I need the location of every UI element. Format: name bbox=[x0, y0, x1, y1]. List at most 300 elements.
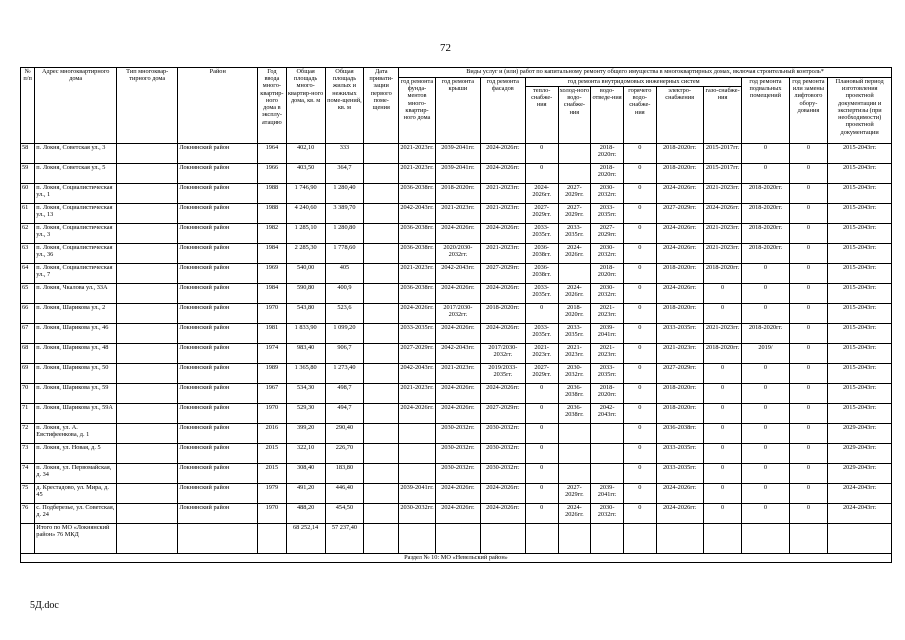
table-cell: Локнянский район bbox=[178, 424, 258, 444]
table-cell: 59 bbox=[21, 164, 35, 184]
table-cell: 2024-2026гг. bbox=[435, 384, 480, 404]
table-cell: 2027-2029гг. bbox=[656, 364, 703, 384]
table-cell: 2018-2020гг. bbox=[480, 304, 525, 324]
table-cell: 2018-2020гг. bbox=[591, 164, 624, 184]
table-cell: 2015-2043гг. bbox=[828, 224, 892, 244]
section-row bbox=[21, 554, 892, 563]
table-cell: 1982 bbox=[258, 224, 287, 244]
table-cell: 2027-2029гг. bbox=[656, 204, 703, 224]
table-cell: 2027-2029гг. bbox=[480, 404, 525, 424]
table-cell: Локнянский район bbox=[178, 324, 258, 344]
table-cell: 58 bbox=[21, 144, 35, 164]
table-cell: 72 bbox=[21, 424, 35, 444]
table-cell: 2018-2020гг. bbox=[591, 264, 624, 284]
table-cell: 3 389,70 bbox=[325, 204, 364, 224]
table-cell bbox=[117, 184, 178, 204]
table-cell: 2033-2035гг. bbox=[656, 444, 703, 464]
table-cell bbox=[364, 484, 399, 504]
table-cell: 0 bbox=[525, 484, 558, 504]
table-cell: 0 bbox=[525, 464, 558, 484]
table-cell bbox=[789, 524, 828, 554]
table-cell: 1988 bbox=[258, 204, 287, 224]
table-row bbox=[21, 244, 892, 264]
table-cell: 491,20 bbox=[286, 484, 325, 504]
table-cell: п. Локня, ул. А. Евстифеенкова, д. 1 bbox=[35, 424, 117, 444]
table-cell: 0 bbox=[623, 384, 656, 404]
table-cell bbox=[364, 384, 399, 404]
table-cell bbox=[117, 204, 178, 224]
table-cell bbox=[399, 524, 436, 554]
table-cell: 0 bbox=[623, 204, 656, 224]
table-cell: 2033-2035гг. bbox=[591, 364, 624, 384]
section-label: Раздел № 10: МО «Невельский район» bbox=[21, 554, 892, 563]
table-cell: 2024-2026гг. bbox=[399, 304, 436, 324]
table-cell: 1 746,90 bbox=[286, 184, 325, 204]
table-cell: 0 bbox=[623, 504, 656, 524]
table-cell: 2021-2023гг. bbox=[558, 344, 591, 364]
table-cell: 308,40 bbox=[286, 464, 325, 484]
table-cell: 0 bbox=[623, 304, 656, 324]
table-cell: 2017/2030-2032гг. bbox=[480, 344, 525, 364]
table-cell: 0 bbox=[742, 404, 789, 424]
table-cell bbox=[364, 504, 399, 524]
table-cell: 2015-2043гг. bbox=[828, 404, 892, 424]
table-cell bbox=[364, 464, 399, 484]
table-cell: 322,10 bbox=[286, 444, 325, 464]
table-row bbox=[21, 284, 892, 304]
table-cell: 0 bbox=[789, 324, 828, 344]
table-cell: 2024-2026гг. bbox=[656, 224, 703, 244]
table-cell: 983,40 bbox=[286, 344, 325, 364]
table-cell: 2018-2020гг. bbox=[558, 304, 591, 324]
table-cell: 2015-2043гг. bbox=[828, 284, 892, 304]
table-cell: п. Локня, Шарикова ул., 48 bbox=[35, 344, 117, 364]
table-cell: 2019/ bbox=[742, 344, 789, 364]
table-cell: Локнянский район bbox=[178, 444, 258, 464]
col-cold-water-header: холод-ного водо-снабже-ния bbox=[558, 87, 591, 144]
table-cell: 2024-2026гг. bbox=[558, 244, 591, 264]
table-cell: 0 bbox=[742, 444, 789, 464]
table-cell: 2024-2026гг. bbox=[435, 504, 480, 524]
table-cell: 68 bbox=[21, 344, 35, 364]
table-cell: 2033-2035гг. bbox=[656, 324, 703, 344]
table-cell: 2030-2032гг. bbox=[435, 464, 480, 484]
table-cell: 2024-2026гг. bbox=[656, 484, 703, 504]
table-cell: 1 833,90 bbox=[286, 324, 325, 344]
table-cell: 2027-2029гг. bbox=[525, 204, 558, 224]
table-cell: 2027-2029гг. bbox=[558, 184, 591, 204]
table-cell: 1967 bbox=[258, 384, 287, 404]
table-cell: 1 365,80 bbox=[286, 364, 325, 384]
table-cell: 1 280,80 bbox=[325, 224, 364, 244]
table-cell bbox=[117, 324, 178, 344]
table-cell: 2021-2023гг. bbox=[703, 224, 742, 244]
table-cell: 2021-2023гг. bbox=[435, 204, 480, 224]
table-cell: 2018-2020гг. bbox=[656, 404, 703, 424]
table-cell: 2036-2038гг. bbox=[525, 244, 558, 264]
table-cell: 64 bbox=[21, 264, 35, 284]
table-cell: 1 099,20 bbox=[325, 324, 364, 344]
table-cell: 2024-2026гг. bbox=[703, 204, 742, 224]
table-cell: п. Локня, Шарикова ул., 59 bbox=[35, 384, 117, 404]
table-cell: 2030-2032гг. bbox=[435, 444, 480, 464]
table-cell: Локнянский район bbox=[178, 344, 258, 364]
col-hot-water-header: горячего водо-снабже-ния bbox=[623, 87, 656, 144]
table-cell bbox=[364, 364, 399, 384]
table-cell: 2042-2043гг. bbox=[399, 364, 436, 384]
table-cell: п. Локня, Шарикова ул., 2 bbox=[35, 304, 117, 324]
table-cell: 0 bbox=[742, 264, 789, 284]
table-cell: 333 bbox=[325, 144, 364, 164]
table-cell: 0 bbox=[623, 184, 656, 204]
col-roof-header: год ремонта крыши bbox=[435, 78, 480, 144]
table-cell: 400,9 bbox=[325, 284, 364, 304]
table-cell: 2024-2026гг. bbox=[480, 164, 525, 184]
table-cell: 0 bbox=[789, 304, 828, 324]
engineering-group-header: год ремонта внутридомовых инженерных систем bbox=[525, 78, 742, 87]
table-cell: п. Локня, Социалистическая ул., 13 bbox=[35, 204, 117, 224]
col-electric-header: электро-снабжения bbox=[656, 87, 703, 144]
table-cell: с. Подберезье, ул. Советская, д. 24 bbox=[35, 504, 117, 524]
table-cell: 2033-2035гг. bbox=[656, 464, 703, 484]
table-cell: 2033-2035гг. bbox=[399, 324, 436, 344]
table-cell: 403,50 bbox=[286, 164, 325, 184]
table-cell: 2024-2026гг. bbox=[656, 184, 703, 204]
table-cell: 0 bbox=[623, 144, 656, 164]
table-cell: 62 bbox=[21, 224, 35, 244]
table-cell: 0 bbox=[742, 364, 789, 384]
table-cell: 2021-2023гг. bbox=[399, 144, 436, 164]
table-cell bbox=[117, 444, 178, 464]
table-cell: 2018-2020гг. bbox=[591, 384, 624, 404]
table-cell: Локнянский район bbox=[178, 244, 258, 264]
table-cell: 0 bbox=[742, 384, 789, 404]
table-cell: 0 bbox=[789, 144, 828, 164]
table-cell bbox=[117, 404, 178, 424]
table-cell bbox=[117, 364, 178, 384]
table-cell: 0 bbox=[789, 224, 828, 244]
table-cell: 2021-2023гг. bbox=[480, 244, 525, 264]
table-cell: 2021-2023гг. bbox=[703, 244, 742, 264]
col-gas-header: газо-снабже-ния bbox=[703, 87, 742, 144]
table-cell: 2024-2026гг. bbox=[435, 224, 480, 244]
table-cell: Локнянский район bbox=[178, 264, 258, 284]
table-cell: 1 778,60 bbox=[325, 244, 364, 264]
table-cell: Локнянский район bbox=[178, 384, 258, 404]
table-cell bbox=[258, 524, 287, 554]
table-cell: 66 bbox=[21, 304, 35, 324]
table-cell: 2015-2043гг. bbox=[828, 244, 892, 264]
table-cell: 2015-2043гг. bbox=[828, 264, 892, 284]
table-cell: 2036-2038гг. bbox=[525, 264, 558, 284]
table-cell: 523,6 bbox=[325, 304, 364, 324]
table-cell: 2017/2030-2032гг. bbox=[435, 304, 480, 324]
table-row bbox=[21, 224, 892, 244]
table-cell: Локнянский район bbox=[178, 504, 258, 524]
col-drainage-header: водо-отведе-ния bbox=[591, 87, 624, 144]
table-cell: 1974 bbox=[258, 344, 287, 364]
table-cell: 1984 bbox=[258, 244, 287, 264]
table-cell: п. Локня, Социалистическая ул., 7 bbox=[35, 264, 117, 284]
table-cell: 488,20 bbox=[286, 504, 325, 524]
table-cell: 2015-2043гг. bbox=[828, 384, 892, 404]
table-cell: Локнянский район bbox=[178, 284, 258, 304]
table-cell: 2018-2020гг. bbox=[435, 184, 480, 204]
table-cell: 454,50 bbox=[325, 504, 364, 524]
table-cell: 2039-2041гг. bbox=[435, 144, 480, 164]
table-cell bbox=[364, 224, 399, 244]
table-cell: 2027-2029гг. bbox=[480, 264, 525, 284]
table-cell bbox=[656, 524, 703, 554]
table-cell: 69 bbox=[21, 364, 35, 384]
table-cell: 1970 bbox=[258, 404, 287, 424]
col-type-header: Тип многоквар-тирного дома bbox=[117, 68, 178, 144]
table-cell: 2021-2023гг. bbox=[480, 184, 525, 204]
table-cell bbox=[178, 524, 258, 554]
table-cell: 0 bbox=[742, 484, 789, 504]
table-cell bbox=[591, 524, 624, 554]
total-residential-value: 57 237,40 bbox=[325, 524, 364, 554]
table-cell: 2015-2043гг. bbox=[828, 364, 892, 384]
table-cell: 2018-2020гг. bbox=[742, 224, 789, 244]
table-cell: 0 bbox=[742, 304, 789, 324]
table-cell: 2036-2038гг. bbox=[399, 224, 436, 244]
table-row bbox=[21, 464, 892, 484]
table-cell: 2024-2026гг. bbox=[480, 484, 525, 504]
table-cell: 0 bbox=[703, 484, 742, 504]
table-cell: 0 bbox=[742, 164, 789, 184]
table-cell: 2024-2026гг. bbox=[480, 284, 525, 304]
col-district-header: Район bbox=[178, 68, 258, 144]
table-cell: 2018-2020гг. bbox=[703, 344, 742, 364]
table-cell: 67 bbox=[21, 324, 35, 344]
table-cell: 0 bbox=[742, 424, 789, 444]
table-row bbox=[21, 484, 892, 504]
table-cell: 906,7 bbox=[325, 344, 364, 364]
table-cell: п. Локня, Шарикова ул., 50 bbox=[35, 364, 117, 384]
table-cell: Локнянский район bbox=[178, 144, 258, 164]
table-cell: 0 bbox=[623, 224, 656, 244]
table-cell: Локнянский район bbox=[178, 404, 258, 424]
col-num-header: № п/п bbox=[21, 68, 35, 144]
table-cell: Локнянский район bbox=[178, 204, 258, 224]
table-cell: 0 bbox=[789, 164, 828, 184]
table-cell: 1970 bbox=[258, 504, 287, 524]
table-cell bbox=[117, 284, 178, 304]
table-cell bbox=[117, 464, 178, 484]
table-cell bbox=[591, 444, 624, 464]
table-cell: 0 bbox=[789, 344, 828, 364]
table-cell: 399,20 bbox=[286, 424, 325, 444]
table-cell: 2015 bbox=[258, 444, 287, 464]
table-cell: 2018-2020гг. bbox=[656, 384, 703, 404]
table-cell: 2 285,30 bbox=[286, 244, 325, 264]
col-elevator-header: год ремонта или замены лифтового обору-дования bbox=[789, 78, 828, 144]
total-area-value: 68 252,14 bbox=[286, 524, 325, 554]
table-cell: 446,40 bbox=[325, 484, 364, 504]
table-cell: 2021-2023гг. bbox=[435, 364, 480, 384]
table-cell: 0 bbox=[623, 424, 656, 444]
table-cell: 0 bbox=[525, 304, 558, 324]
table-cell: 2016 bbox=[258, 424, 287, 444]
table-cell: 0 bbox=[789, 364, 828, 384]
page-number: 72 bbox=[440, 42, 451, 54]
table-cell: п. Локня, Социалистическая ул., 1 bbox=[35, 184, 117, 204]
table-cell: 2024-2026гг. bbox=[435, 324, 480, 344]
table-cell: 0 bbox=[789, 424, 828, 444]
table-cell bbox=[399, 444, 436, 464]
table-cell bbox=[364, 144, 399, 164]
table-cell: 1 273,40 bbox=[325, 364, 364, 384]
table-cell: 2018-2020гг. bbox=[742, 184, 789, 204]
table-cell: 2030-2032гг. bbox=[435, 424, 480, 444]
table-cell: 0 bbox=[623, 464, 656, 484]
col-planned-period-header: Плановый период изготовления проектной документации и экспертизы (при необходимости) проектной документации bbox=[828, 78, 892, 144]
table-cell: 2018-2020гг. bbox=[656, 304, 703, 324]
table-cell: 2033-2035гг. bbox=[558, 324, 591, 344]
table-cell bbox=[117, 504, 178, 524]
table-cell bbox=[364, 204, 399, 224]
table-cell: Локнянский район bbox=[178, 464, 258, 484]
table-cell: 1966 bbox=[258, 164, 287, 184]
table-cell: 71 bbox=[21, 404, 35, 424]
table-cell: 0 bbox=[623, 264, 656, 284]
table-cell bbox=[21, 524, 35, 554]
table-cell: 0 bbox=[525, 144, 558, 164]
table-cell: 2024-2026гг. bbox=[435, 284, 480, 304]
table-cell: 2024-2026гг. bbox=[558, 504, 591, 524]
table-cell: 183,80 bbox=[325, 464, 364, 484]
table-cell: 0 bbox=[742, 284, 789, 304]
table-cell: 0 bbox=[525, 384, 558, 404]
table-cell: п. Локня, ул. Первомайская, д. 34 bbox=[35, 464, 117, 484]
table-cell: 0 bbox=[789, 244, 828, 264]
table-cell: 2024-2026гг. bbox=[435, 404, 480, 424]
table-cell bbox=[364, 324, 399, 344]
col-foundation-header: год ремонта фунда-ментов много-квартир-ного дома bbox=[399, 78, 436, 144]
table-cell: 2036-2038гг. bbox=[399, 184, 436, 204]
table-cell: 2024-2043гг. bbox=[828, 504, 892, 524]
table-cell: Локнянский район bbox=[178, 484, 258, 504]
table-cell: 2021-2023гг. bbox=[591, 344, 624, 364]
table-cell: 405 bbox=[325, 264, 364, 284]
table-cell: п. Локня, Советская ул., 5 bbox=[35, 164, 117, 184]
table-cell bbox=[364, 404, 399, 424]
table-cell: 2024-2026гг. bbox=[525, 184, 558, 204]
table-cell: 2015-2043гг. bbox=[828, 324, 892, 344]
table-cell: 0 bbox=[703, 444, 742, 464]
table-cell: 2019/2033-2035гг. bbox=[480, 364, 525, 384]
table-cell bbox=[117, 264, 178, 284]
table-cell: 2024-2026гг. bbox=[399, 404, 436, 424]
table-cell bbox=[364, 524, 399, 554]
table-cell: 2024-2026гг. bbox=[435, 484, 480, 504]
table-cell: 2030-2032гг. bbox=[558, 364, 591, 384]
table-cell bbox=[558, 464, 591, 484]
table-cell: 2036-2038гг. bbox=[558, 404, 591, 424]
table-cell: 2039-2041гг. bbox=[399, 484, 436, 504]
table-cell: 2039-2041гг. bbox=[435, 164, 480, 184]
table-cell bbox=[591, 464, 624, 484]
table-cell: 0 bbox=[525, 444, 558, 464]
table-cell: 0 bbox=[789, 264, 828, 284]
table-cell bbox=[117, 484, 178, 504]
table-cell: 0 bbox=[789, 484, 828, 504]
table-cell: п. Локня, Шарикова ул., 59А bbox=[35, 404, 117, 424]
table-cell: 2027-2029гг. bbox=[558, 484, 591, 504]
table-cell: 0 bbox=[525, 164, 558, 184]
table-cell: 75 bbox=[21, 484, 35, 504]
table-cell bbox=[364, 424, 399, 444]
table-cell: 2015 bbox=[258, 464, 287, 484]
table-cell: 2015-2043гг. bbox=[828, 344, 892, 364]
table-cell: 2018-2020гг. bbox=[656, 164, 703, 184]
table-cell: 2029-2043гг. bbox=[828, 424, 892, 444]
table-cell: 0 bbox=[623, 284, 656, 304]
table-cell: 0 bbox=[742, 504, 789, 524]
table-cell: 529,30 bbox=[286, 404, 325, 424]
table-cell: 2018-2020гг. bbox=[742, 244, 789, 264]
table-row bbox=[21, 144, 892, 164]
table-cell bbox=[525, 524, 558, 554]
table-row bbox=[21, 204, 892, 224]
table-cell bbox=[117, 164, 178, 184]
table-cell: 2018-2020гг. bbox=[742, 324, 789, 344]
table-cell: 2042-2043гг. bbox=[399, 204, 436, 224]
table-cell: 0 bbox=[623, 244, 656, 264]
table-cell: 60 bbox=[21, 184, 35, 204]
table-cell: Локнянский район bbox=[178, 224, 258, 244]
table-cell: 2024-2026гг. bbox=[558, 284, 591, 304]
table-cell: 0 bbox=[703, 384, 742, 404]
table-cell bbox=[117, 424, 178, 444]
table-cell: 494,7 bbox=[325, 404, 364, 424]
table-cell: 2015-2043гг. bbox=[828, 204, 892, 224]
table-cell: 2033-2035гг. bbox=[558, 224, 591, 244]
table-cell: 2027-2029гг. bbox=[558, 204, 591, 224]
table-cell bbox=[117, 224, 178, 244]
table-cell: 1984 bbox=[258, 284, 287, 304]
table-cell: 2021-2023гг. bbox=[656, 344, 703, 364]
table-cell: 364,7 bbox=[325, 164, 364, 184]
table-cell: 2024-2026гг. bbox=[480, 324, 525, 344]
table-row bbox=[21, 164, 892, 184]
table-cell: п. Локня, Чкалова ул., 33А bbox=[35, 284, 117, 304]
table-cell: 2015-2043гг. bbox=[828, 184, 892, 204]
table-cell: 2042-2043гг. bbox=[591, 404, 624, 424]
table-cell: 2024-2043гг. bbox=[828, 484, 892, 504]
table-cell: 2021-2023гг. bbox=[591, 304, 624, 324]
col-facade-header: год ремонта фасадов bbox=[480, 78, 525, 144]
table-cell: 0 bbox=[703, 464, 742, 484]
table-cell: 2036-2038гг. bbox=[558, 384, 591, 404]
table-cell: 2024-2026гг. bbox=[656, 244, 703, 264]
table-cell bbox=[117, 304, 178, 324]
table-cell bbox=[558, 524, 591, 554]
table-cell: 0 bbox=[525, 504, 558, 524]
col-basement-header: год ремонта подвальных помещений bbox=[742, 78, 789, 144]
table-cell bbox=[117, 244, 178, 264]
table-cell: 2015-2043гг. bbox=[828, 144, 892, 164]
table-cell: 2027-2029гг. bbox=[525, 364, 558, 384]
table-row bbox=[21, 404, 892, 424]
table-cell: 1981 bbox=[258, 324, 287, 344]
table-cell bbox=[558, 444, 591, 464]
table-cell bbox=[117, 384, 178, 404]
table-cell: 2024-2026гг. bbox=[480, 504, 525, 524]
table-cell: 2036-2038гг. bbox=[656, 424, 703, 444]
table-cell: 498,7 bbox=[325, 384, 364, 404]
